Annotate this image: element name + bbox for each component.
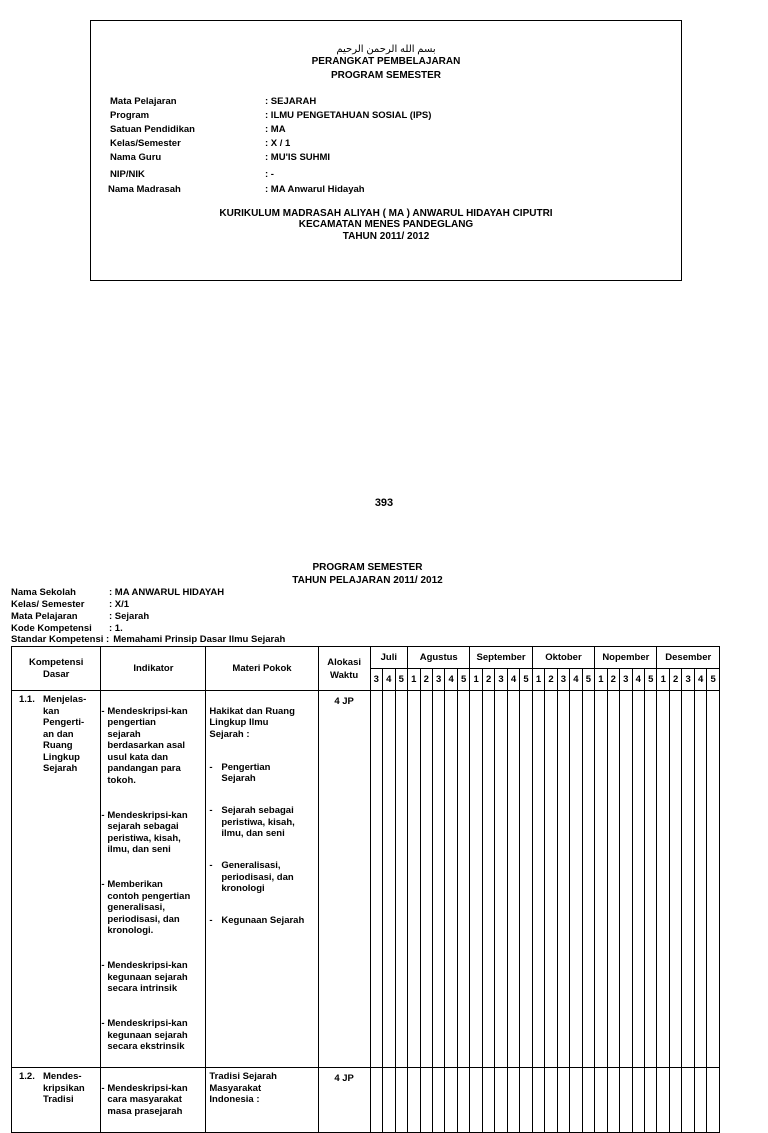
standar-kompetensi: Standar Kompetensi : Memahami Prinsip Dasar Ilmu Sejarah xyxy=(11,634,286,645)
schedule-cell xyxy=(383,1068,395,1133)
schedule-cell xyxy=(570,691,582,1068)
schedule-cell xyxy=(682,1068,694,1133)
week-header: 3 xyxy=(370,669,382,691)
week-header: 1 xyxy=(595,669,607,691)
schedule-cell xyxy=(545,691,557,1068)
cover-field: Nama Madrasah : MA Anwarul Hidayah xyxy=(108,184,365,195)
week-header: 2 xyxy=(607,669,619,691)
week-header: 4 xyxy=(694,669,706,691)
schedule-cell xyxy=(495,691,507,1068)
week-header: 4 xyxy=(383,669,395,691)
schedule-cell xyxy=(620,1068,632,1133)
schedule-cell xyxy=(420,1068,432,1133)
month-header: Agustus xyxy=(408,647,470,669)
schedule-cell xyxy=(669,691,681,1068)
schedule-cell xyxy=(645,1068,657,1133)
materi-cell: Tradisi Sejarah Masyarakat Indonesia : xyxy=(206,1068,318,1133)
header-materi: Materi Pokok xyxy=(206,647,318,691)
week-header: 1 xyxy=(657,669,669,691)
schedule-cell xyxy=(532,691,544,1068)
schedule-cell xyxy=(420,691,432,1068)
schedule-cell xyxy=(582,691,594,1068)
table-row xyxy=(12,1068,720,1133)
schedule-cell xyxy=(669,1068,681,1133)
schedule-cell xyxy=(570,1068,582,1133)
schedule-cell xyxy=(432,691,444,1068)
alokasi-cell: 4 JP xyxy=(318,691,370,1068)
week-header: 5 xyxy=(395,669,408,691)
cover-field: NIP/NIK : - xyxy=(110,169,274,180)
schedule-cell xyxy=(370,691,382,1068)
week-header: 3 xyxy=(557,669,569,691)
week-header: 5 xyxy=(520,669,533,691)
month-header: Nopember xyxy=(595,647,657,669)
materi-cell: Hakikat dan Ruang Lingkup Ilmu Sejarah : - Pengertian Sejarah - Sejarah sebagai peristiwa, kisah, ilmu, dan seni - Generalisasi, periodisasi, dan kronologi - Kegunaan Sejarah xyxy=(206,691,318,1068)
schedule-cell xyxy=(557,1068,569,1133)
schedule-cell xyxy=(657,1068,669,1133)
schedule-cell xyxy=(682,691,694,1068)
month-header: Oktober xyxy=(532,647,594,669)
schedule-cell xyxy=(408,691,420,1068)
cover-field: Satuan Pendidikan : MA xyxy=(110,124,286,135)
week-header: 2 xyxy=(669,669,681,691)
schedule-cell xyxy=(457,691,469,1068)
week-header: 4 xyxy=(507,669,519,691)
week-header: 1 xyxy=(532,669,544,691)
schedule-cell xyxy=(657,691,669,1068)
schedule-cell xyxy=(607,1068,619,1133)
week-header: 2 xyxy=(420,669,432,691)
cover-field: Program : ILMU PENGETAHUAN SOSIAL (IPS) xyxy=(110,110,432,121)
schedule-cell xyxy=(445,691,457,1068)
week-header: 4 xyxy=(445,669,457,691)
schedule-cell xyxy=(595,1068,607,1133)
alokasi-cell: 4 JP xyxy=(318,1068,370,1133)
schedule-cell xyxy=(707,1068,720,1133)
cover-field: Mata Pelajaran : SEJARAH xyxy=(110,96,317,107)
schedule-cell xyxy=(395,1068,408,1133)
schedule-cell xyxy=(632,1068,644,1133)
cover-footer-2: KECAMATAN MENES PANDEGLANG xyxy=(298,219,474,230)
header-kompetensi: Kompetensi Dasar xyxy=(12,647,101,691)
month-header: Desember xyxy=(657,647,720,669)
schedule-cell xyxy=(545,1068,557,1133)
schedule-cell xyxy=(507,1068,519,1133)
schedule-cell xyxy=(520,1068,533,1133)
table-row xyxy=(12,691,720,1068)
week-header: 1 xyxy=(408,669,420,691)
schedule-cell xyxy=(557,691,569,1068)
schedule-cell xyxy=(457,1068,469,1133)
week-header: 2 xyxy=(482,669,494,691)
header-alokasi: Alokasi Waktu xyxy=(318,647,370,691)
cover-field: Nama Guru : MU'IS SUHMI xyxy=(110,152,331,163)
schedule-cell xyxy=(370,1068,382,1133)
schedule-cell xyxy=(520,691,533,1068)
program-field: Mata Pelajaran : Sejarah xyxy=(11,611,150,622)
header-indikator: Indikator xyxy=(101,647,206,691)
program-title-1: PROGRAM SEMESTER xyxy=(312,562,423,573)
schedule-cell xyxy=(482,691,494,1068)
schedule-table xyxy=(11,646,720,1133)
schedule-cell xyxy=(470,1068,482,1133)
program-field: Nama Sekolah : MA ANWARUL HIDAYAH xyxy=(11,587,225,598)
week-header: 3 xyxy=(620,669,632,691)
schedule-cell xyxy=(495,1068,507,1133)
cover-footer-3: TAHUN 2011/ 2012 xyxy=(342,231,430,242)
schedule-cell xyxy=(532,1068,544,1133)
schedule-cell xyxy=(383,691,395,1068)
week-header: 5 xyxy=(645,669,657,691)
week-header: 4 xyxy=(570,669,582,691)
cover-footer-1: KURIKULUM MADRASAH ALIYAH ( MA ) ANWARUL HIDAYAH CIPUTRI xyxy=(219,208,553,219)
kompetensi-cell: 1.1. Menjelas- kan Pengerti- an dan Ruang Lingkup Sejarah xyxy=(12,691,101,1068)
week-header: 2 xyxy=(545,669,557,691)
page-number: 393 xyxy=(374,497,394,509)
month-header: Juli xyxy=(370,647,407,669)
schedule-cell xyxy=(620,691,632,1068)
indikator-cell: - Mendeskripsi-kan cara masyarakat masa prasejarah xyxy=(101,1068,206,1133)
week-header: 4 xyxy=(632,669,644,691)
week-header: 5 xyxy=(582,669,594,691)
program-title-2: TAHUN PELAJARAN 2011/ 2012 xyxy=(292,575,443,586)
cover-field: Kelas/Semester : X / 1 xyxy=(110,138,291,149)
schedule-cell xyxy=(432,1068,444,1133)
schedule-cell xyxy=(707,691,720,1068)
cover-box xyxy=(90,20,682,281)
cover-title-2: PROGRAM SEMESTER xyxy=(330,70,441,81)
schedule-cell xyxy=(645,691,657,1068)
week-header: 5 xyxy=(457,669,469,691)
kompetensi-cell: 1.2. Mendes- kripsikan Tradisi xyxy=(12,1068,101,1133)
cover-title-1: PERANGKAT PEMBELAJARAN xyxy=(311,56,461,67)
schedule-cell xyxy=(395,691,408,1068)
schedule-cell xyxy=(445,1068,457,1133)
schedule-cell xyxy=(408,1068,420,1133)
schedule-cell xyxy=(507,691,519,1068)
schedule-cell xyxy=(607,691,619,1068)
week-header: 3 xyxy=(682,669,694,691)
schedule-cell xyxy=(582,1068,594,1133)
week-header: 1 xyxy=(470,669,482,691)
week-header: 3 xyxy=(495,669,507,691)
schedule-cell xyxy=(482,1068,494,1133)
schedule-cell xyxy=(470,691,482,1068)
indikator-cell: - Mendeskripsi-kan pengertian sejarah berdasarkan asal usul kata dan pandangan para tokoh. - Mendeskripsi-kan sejarah sebagai peristiwa, kisah, ilmu, dan seni - Memberikan contoh pengertian generalisasi, periodisasi, dan kronologi. - Mendeskripsi-kan kegunaan sejarah secara intrinsik - Mendeskripsi-kan kegunaan sejarah secara ekstrinsik xyxy=(101,691,206,1068)
bismillah-text: بسم الله الرحمن الرحيم xyxy=(336,44,436,55)
schedule-cell xyxy=(694,691,706,1068)
week-header: 3 xyxy=(432,669,444,691)
week-header: 5 xyxy=(707,669,720,691)
program-field: Kelas/ Semester : X/1 xyxy=(11,599,130,610)
schedule-cell xyxy=(694,1068,706,1133)
schedule-cell xyxy=(595,691,607,1068)
schedule-cell xyxy=(632,691,644,1068)
month-header: September xyxy=(470,647,532,669)
program-field: Kode Kompetensi : 1. xyxy=(11,623,123,634)
